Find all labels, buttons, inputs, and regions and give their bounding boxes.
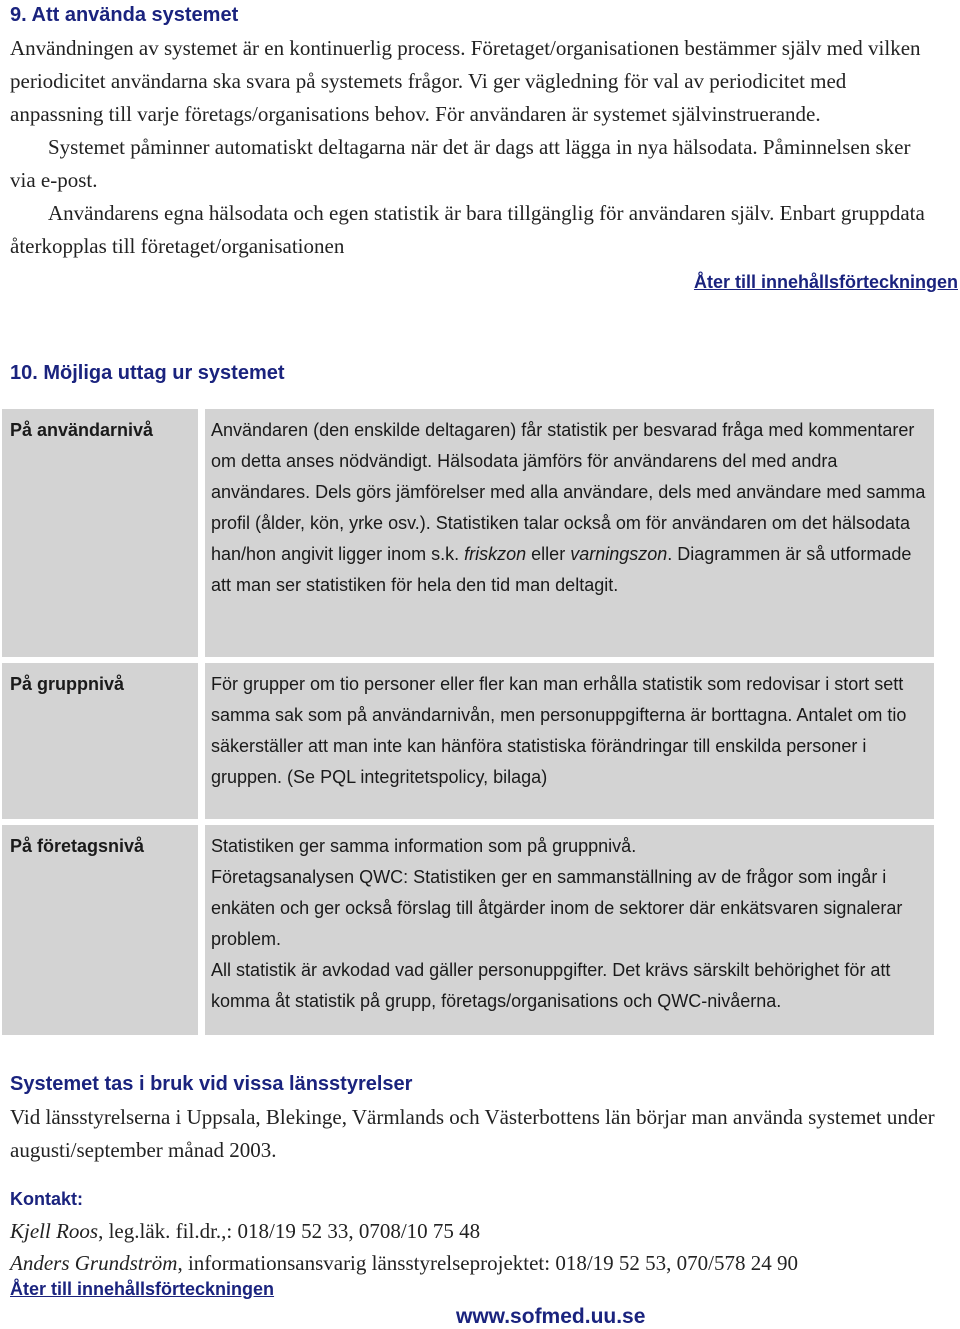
row-label-user-level: På användarnivå bbox=[2, 409, 198, 657]
user-level-text-c: . Diagrammen är så utformade att man ser statistiken för hela den tid man deltagit. bbox=[211, 544, 912, 595]
contact-person-2 bbox=[10, 1248, 798, 1278]
section-9-body bbox=[10, 32, 940, 263]
user-level-em-varningszon: varningszon bbox=[570, 544, 668, 564]
cell-separator bbox=[198, 409, 205, 657]
row-content-group-level: För grupper om tio personer eller fler kan man erhålla statistik som redovisar i stort sett samma sak som på användarnivån, men personuppgifterna är borttagna. Antalet om tio säkerställer att man inte kan hänföra statistiska förändringar till enskilda personer i gruppen. (Se PQL integritetspolicy, bilaga) bbox=[205, 663, 934, 819]
company-level-line-3: All statistik är avkodad vad gäller personuppgifter. Det krävs särskilt behörighet för att komma åt statistik på grupp, företags/organisations och QWC-nivåerna. bbox=[211, 960, 891, 1011]
section-9-paragraph-3: Användarens egna hälsodata och egen statistik är bara tillgänglig för användaren själv. Enbart gruppdata återkopplas till företaget/organisationen bbox=[10, 201, 925, 258]
contact-2-details: , informationsansvarig länsstyrelseprojektet: 018/19 52 53, 070/578 24 90 bbox=[177, 1251, 799, 1275]
cell-separator bbox=[198, 825, 205, 1035]
contact-1-name: Kjell Roos bbox=[10, 1219, 99, 1243]
contact-heading: Kontakt: bbox=[10, 1189, 83, 1209]
row-content-user-level bbox=[205, 409, 934, 657]
company-level-line-1: Statistiken ger samma information som på gruppnivå. bbox=[211, 836, 637, 856]
table-row bbox=[2, 663, 934, 819]
system-use-body: Vid länsstyrelserna i Uppsala, Blekinge, Värmlands och Västerbottens län börjar man använda systemet under augusti/september månad 2003. bbox=[10, 1105, 935, 1162]
contact-person-1 bbox=[10, 1216, 480, 1246]
website-link[interactable]: www.sofmed.uu.se bbox=[456, 1305, 646, 1328]
user-level-em-friskzon: friskzon bbox=[464, 544, 527, 564]
section-9-heading: 9. Att använda systemet bbox=[10, 4, 239, 26]
row-label-company-level: På företagsnivå bbox=[2, 825, 198, 1035]
toc-link-bottom[interactable]: Åter till innehållsförteckningen bbox=[10, 1279, 275, 1299]
toc-link-top[interactable]: Åter till innehållsförteckningen bbox=[693, 272, 958, 292]
section-9-paragraph-1: Användningen av systemet är en kontinuerlig process. Företaget/organisationen bestämmer själv med vilken periodicitet användarna ska svara på systemets frågor. Vi ger vägledning för val av periodicitet med anpassning till varje företags/organisations behov. För användaren är systemet självinstruerande. bbox=[10, 36, 921, 126]
row-content-company-level bbox=[205, 825, 934, 1035]
section-9-paragraph-2: Systemet påminner automatiskt deltagarna när det är dags att lägga in nya hälsodata. Påminnelsen sker via e-post. bbox=[10, 135, 911, 192]
cell-separator bbox=[198, 663, 205, 819]
extraction-table bbox=[2, 409, 934, 1035]
contact-1-details: , leg.läk. fil.dr.,: 018/19 52 33, 0708/10 75 48 bbox=[98, 1219, 481, 1243]
table-row bbox=[2, 825, 934, 1035]
user-level-text-a: Användaren (den enskilde deltagaren) får statistik per besvarad fråga med kommentarer om detta anses nödvändigt. Hälsodata jämförs för användarens del med andra användares. Dels görs jämförelser med alla användare, dels med användare med samma profil (ålder, kön, yrke osv.). Statistiken talar också om för användaren om det hälsodata han/hon angivit ligger inom s.k. bbox=[211, 420, 926, 564]
system-use-heading: Systemet tas i bruk vid vissa länsstyrelser bbox=[10, 1073, 413, 1095]
contact-2-name: Anders Grundström bbox=[10, 1251, 178, 1275]
company-level-line-2: Företagsanalysen QWC: Statistiken ger en sammanställning av de frågor som ingår i enkäten och ger också förslag till åtgärder inom de sektorer där enkätsvaren signalerar problem. bbox=[211, 867, 903, 949]
table-row bbox=[2, 409, 934, 657]
section-10-heading: 10. Möjliga uttag ur systemet bbox=[10, 362, 285, 384]
user-level-text-b: eller bbox=[526, 544, 571, 564]
row-label-group-level: På gruppnivå bbox=[2, 663, 198, 819]
